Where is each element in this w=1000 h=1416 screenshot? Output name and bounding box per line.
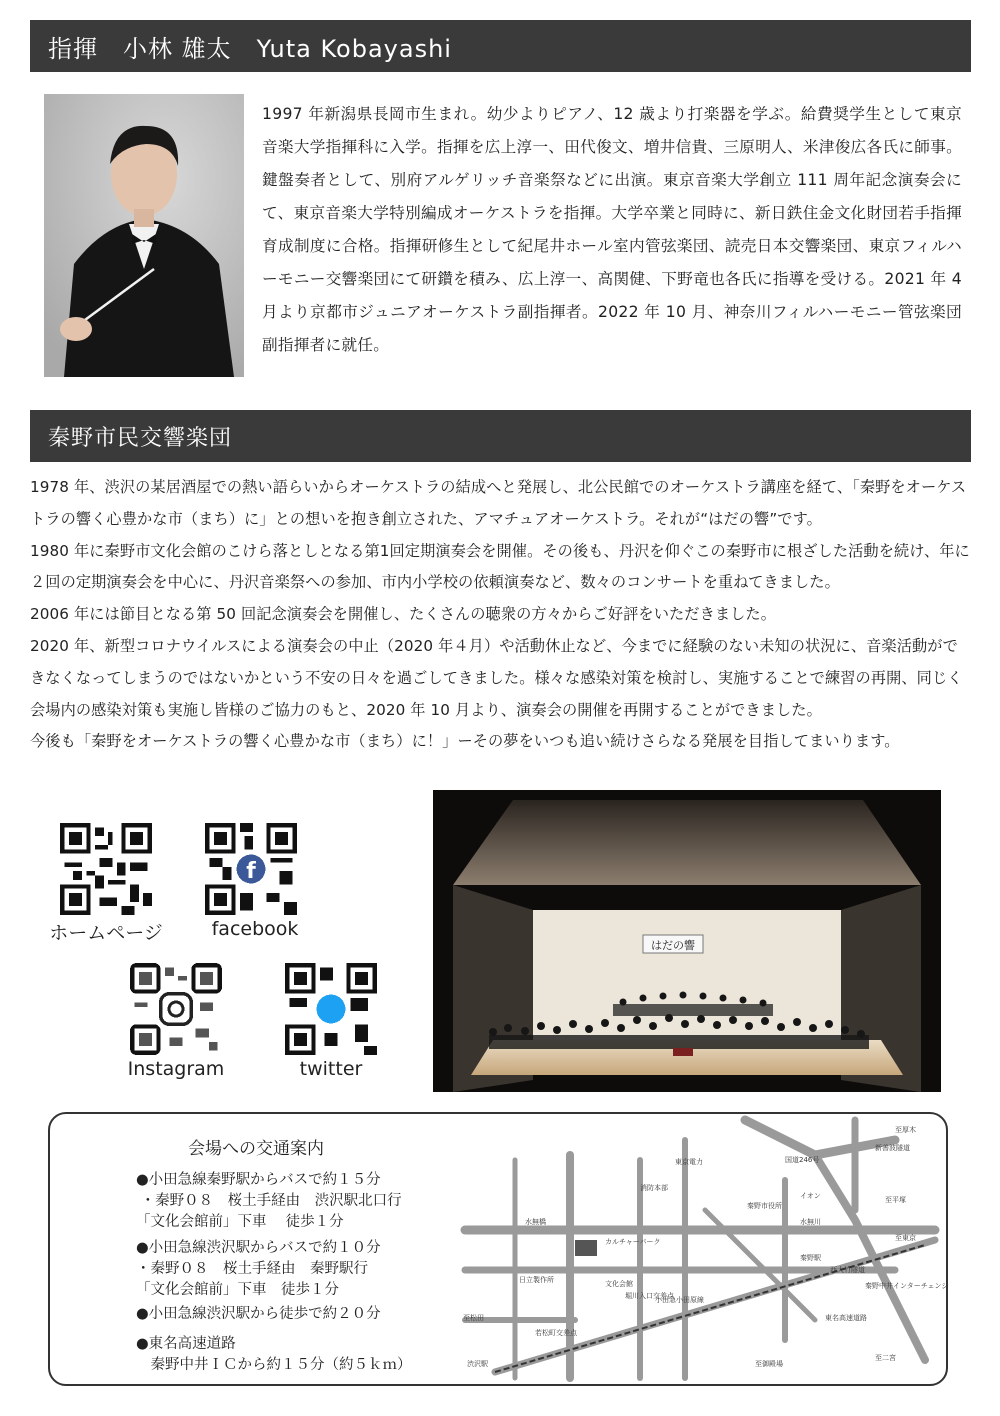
- map-label: 秦野中井インターチェンジ: [865, 1282, 949, 1290]
- orchestra-paragraph: 今後も「秦野をオーケストラの響く心豊かな市（まち）に！」ーその夢をいつも追い続けさらなる発展を目指してまいります。: [30, 732, 900, 751]
- map-label: 日立製作所: [519, 1276, 554, 1284]
- orchestra-heading: [30, 410, 971, 462]
- map-label: イオン: [800, 1192, 821, 1200]
- route-odakyu-hadano: ●小田急線秦野駅からバスで約１５分 ・秦野０８ 桜土手経由 渋沢駅北口行 「文化会館前」下車 徒歩１分: [136, 1172, 402, 1230]
- map-label: 堀川入口交差点: [625, 1292, 674, 1300]
- map-label: 文化会館: [605, 1280, 633, 1288]
- concert-hall-photo: [433, 790, 941, 1092]
- svg-text:f: f: [246, 859, 256, 885]
- conductor-bio: 1997 年新潟県長岡市生まれ。幼少よりピアノ、12 歳より打楽器を学ぶ。給費奨学生として東京音楽大学指揮科に入学。指揮を広上淳一、田代俊文、増井信貴、三原明人、米津俊広各氏に師事。鍵盤奏者として、別府アルゲリッチ音楽祭などに出演。東京音楽大学創立 111 周年記念演奏会にて、東京音楽大学特別編成オーケストラを指揮。大学卒業と同時に、新日鉄住金文化財団若手指揮育成制度に合格。指揮研修生として紀尾井ホール室内管弦楽団、読売日本交響楽団、東京フィルハーモニー交響楽団にて研鑽を積み、広上淳一、高関健、下野竜也各氏に指導を受ける。2021 年 4 月より京都市ジュニアオーケストラ副指揮者。2022 年 10 月、神奈川フィルハーモニー管弦楽団副指揮者に就任。: [262, 105, 962, 354]
- facebook-label[interactable]: facebook: [211, 918, 299, 940]
- map-label: 若松町交差点: [535, 1329, 577, 1337]
- map-label: 東京電力: [675, 1158, 703, 1166]
- homepage-qr-code[interactable]: [60, 823, 152, 915]
- facebook-qr-code[interactable]: [205, 823, 297, 915]
- map-label: 至二宮: [875, 1354, 896, 1362]
- orchestra-paragraph: 1978 年、渋沢の某居酒屋での熱い語らいからオーケストラの結成へと発展し、北公民館でのオーケストラ講座を経て、｢秦野をオーケストラの響く心豊かな市（まち）に」との想いを抱き創立された、アマチュアオーケストラ。それが“はだの響”です。: [30, 478, 967, 528]
- map-label: 消防本部: [640, 1184, 668, 1192]
- map-label: 至東京: [895, 1234, 916, 1242]
- map-label: 新善波隧道: [875, 1144, 910, 1152]
- orchestra-paragraph: 1980 年に秦野市文化会館のこけら落としとなる第1回定期演奏会を開催。その後も、丹沢を仰ぐこの秦野市に根ざした活動を続け、年に２回の定期演奏会を中心に、丹沢音楽祭への参加、市内小学校の依頼演奏など、数々のコンサートを重ねてきました。: [30, 541, 970, 592]
- map-label: 至松田: [463, 1314, 484, 1322]
- map-label: 東名高速道路: [825, 1314, 867, 1322]
- orchestra-paragraph: 2006 年には節目となる第 50 回記念演奏会を開催し、たくさんの聴衆の方々からご好評をいただきました。: [30, 605, 777, 624]
- map-label: 至御殿場: [755, 1360, 783, 1368]
- map-label: 至平塚: [885, 1196, 906, 1204]
- map-label: 水無川: [800, 1218, 821, 1226]
- conductor-portrait: [44, 94, 244, 377]
- access-title: 会場への交通案内: [188, 1139, 324, 1159]
- twitter-qr-code[interactable]: [285, 963, 377, 1055]
- orchestra-description: [30, 472, 970, 758]
- conductor-heading: [30, 20, 971, 72]
- instagram-qr-code[interactable]: [130, 963, 222, 1055]
- map-label: 秦野市役所: [747, 1202, 782, 1210]
- map-label: 秦野駅: [800, 1254, 821, 1262]
- map-label: 小田急小田原線: [655, 1296, 704, 1304]
- conductor-heading-text: 指揮 小林 雄太 Yuta Kobayashi: [48, 34, 452, 63]
- orchestra-heading-text: 秦野市民交響楽団: [48, 425, 233, 451]
- map-label: 水無橋: [525, 1218, 546, 1226]
- map-label: 西大竹隧道: [830, 1266, 865, 1274]
- instagram-label[interactable]: Instagram: [127, 1058, 225, 1080]
- hall-banner-text: はだの響: [651, 939, 695, 952]
- access-map: [455, 1120, 949, 1378]
- orchestra-paragraph: 2020 年、新型コロナウイルスによる演奏会の中止（2020 年４月）や活動休止など、今までに経験のない未知の状況に、音楽活動ができなくなってしまうのではないかという不安の日々を過ごしてきました。様々な感染対策を検討し、実施することで練習の再開、同じく会場内の感染対策も実施し皆様のご協力のもと、2020 年 10 月より、演奏会の開催を再開することができました。: [30, 636, 963, 719]
- map-label: カルチャーパーク: [605, 1238, 661, 1246]
- homepage-label[interactable]: ホームページ: [49, 922, 163, 944]
- route-odakyu-shibusawa-bus: ●小田急線渋沢駅からバスで約１０分 ・秦野０８ 桜土手経由 秦野駅行 「文化会館前」下車 徒歩１分: [136, 1240, 381, 1298]
- map-label: 至厚木: [895, 1126, 916, 1134]
- access-guide: [48, 1112, 948, 1386]
- map-label: 国道246号: [785, 1156, 820, 1164]
- twitter-label[interactable]: twitter: [299, 1058, 363, 1080]
- route-tomei-expressway: ●東名高速道路 秦野中井ＩＣから約１５分（約５ｋｍ）: [136, 1336, 412, 1373]
- route-odakyu-shibusawa-walk: ●小田急線渋沢駅から徒歩で約２０分: [136, 1306, 381, 1322]
- map-label: 渋沢駅: [467, 1360, 488, 1368]
